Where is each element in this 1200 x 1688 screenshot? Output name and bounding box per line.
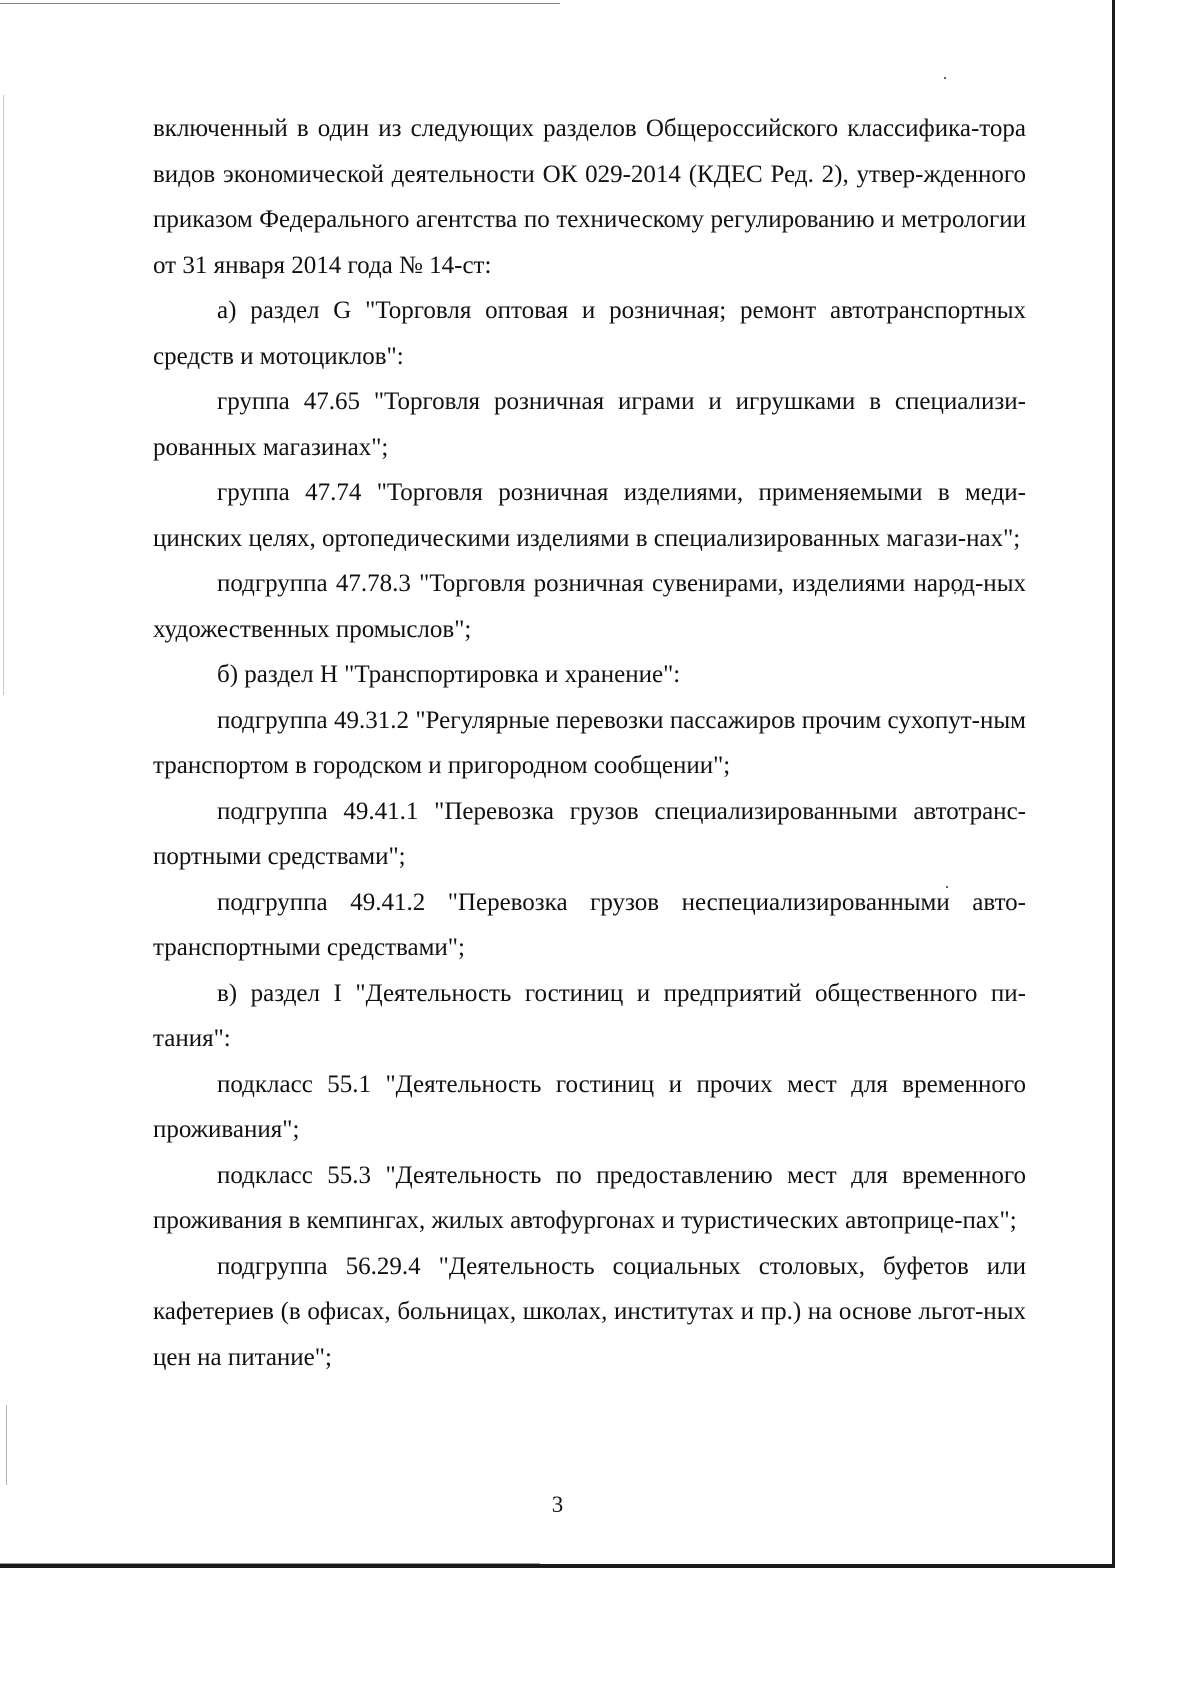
paragraph-group-47-74: группа 47.74 "Торговля розничная изделиями, применяемыми в меди-цинских целях, ортопедическими изделиями в специализированных магази-нах"; xyxy=(153,479,1026,552)
page-number: 3 xyxy=(551,1492,564,1517)
paragraph-section-i: в) раздел I "Деятельность гостиниц и предприятий общественного пи-тания": xyxy=(153,979,1026,1052)
paragraph-subgroup-49-41-2: подгруппа 49.41.2 "Перевозка грузов неспециализированными авто-транспортными средствами"; xyxy=(153,888,1026,961)
scan-speck xyxy=(944,77,946,79)
paragraph-subgroup-56-29-4: подгруппа 56.29.4 "Деятельность социальных столовых, буфетов или кафетериев (в офисах, больницах, школах, институтах и пр.) на основе льгот-ных цен на питание"; xyxy=(153,1252,1026,1371)
scan-artifact-left-lower xyxy=(6,1405,7,1485)
document-body xyxy=(153,106,1026,1380)
paragraph-group-47-65: группа 47.65 "Торговля розничная играми и игрушками в специализи-рованных магазинах"; xyxy=(153,388,1026,461)
paragraph-section-h: б) раздел H "Транспортировка и хранение": xyxy=(217,661,681,688)
scan-artifact-bottom-thin xyxy=(0,1563,540,1564)
paragraph-subclass-55-3: подкласс 55.3 "Деятельность по предоставлению мест для временного проживания в кемпингах, жилых автофургонах и туристических автоприце-пах"; xyxy=(153,1161,1026,1234)
scan-artifact-right xyxy=(1112,0,1115,1568)
scan-artifact-top xyxy=(0,3,560,4)
paragraph-subgroup-49-31-2: подгруппа 49.31.2 "Регулярные перевозки пассажиров прочим сухопут-ным транспортом в городском и пригородном сообщении"; xyxy=(153,706,1026,779)
scan-artifact-left xyxy=(3,95,4,695)
paragraph-section-g: а) раздел G "Торговля оптовая и розничная; ремонт автотранспортных средств и мотоциклов": xyxy=(153,297,1026,370)
paragraph-subgroup-49-41-1: подгруппа 49.41.1 "Перевозка грузов специализированными автотранс-портными средствами"; xyxy=(153,797,1026,870)
paragraph-subgroup-47-78-3: подгруппа 47.78.3 "Торговля розничная сувенирами, изделиями народ-ных художественных промыслов"; xyxy=(153,570,1026,643)
paragraph-subclass-55-1: подкласс 55.1 "Деятельность гостиниц и прочих мест для временного проживания"; xyxy=(153,1070,1026,1143)
paragraph-intro: включенный в один из следующих разделов Общероссийского классифика-тора видов экономической деятельности ОК 029-2014 (КДЕС Ред. 2), утвер-жденного приказом Федерального агентства по техническому регулированию и метрологии от 31 января 2014 года № 14-ст: xyxy=(153,115,1026,279)
scan-artifact-bottom xyxy=(0,1564,1115,1568)
